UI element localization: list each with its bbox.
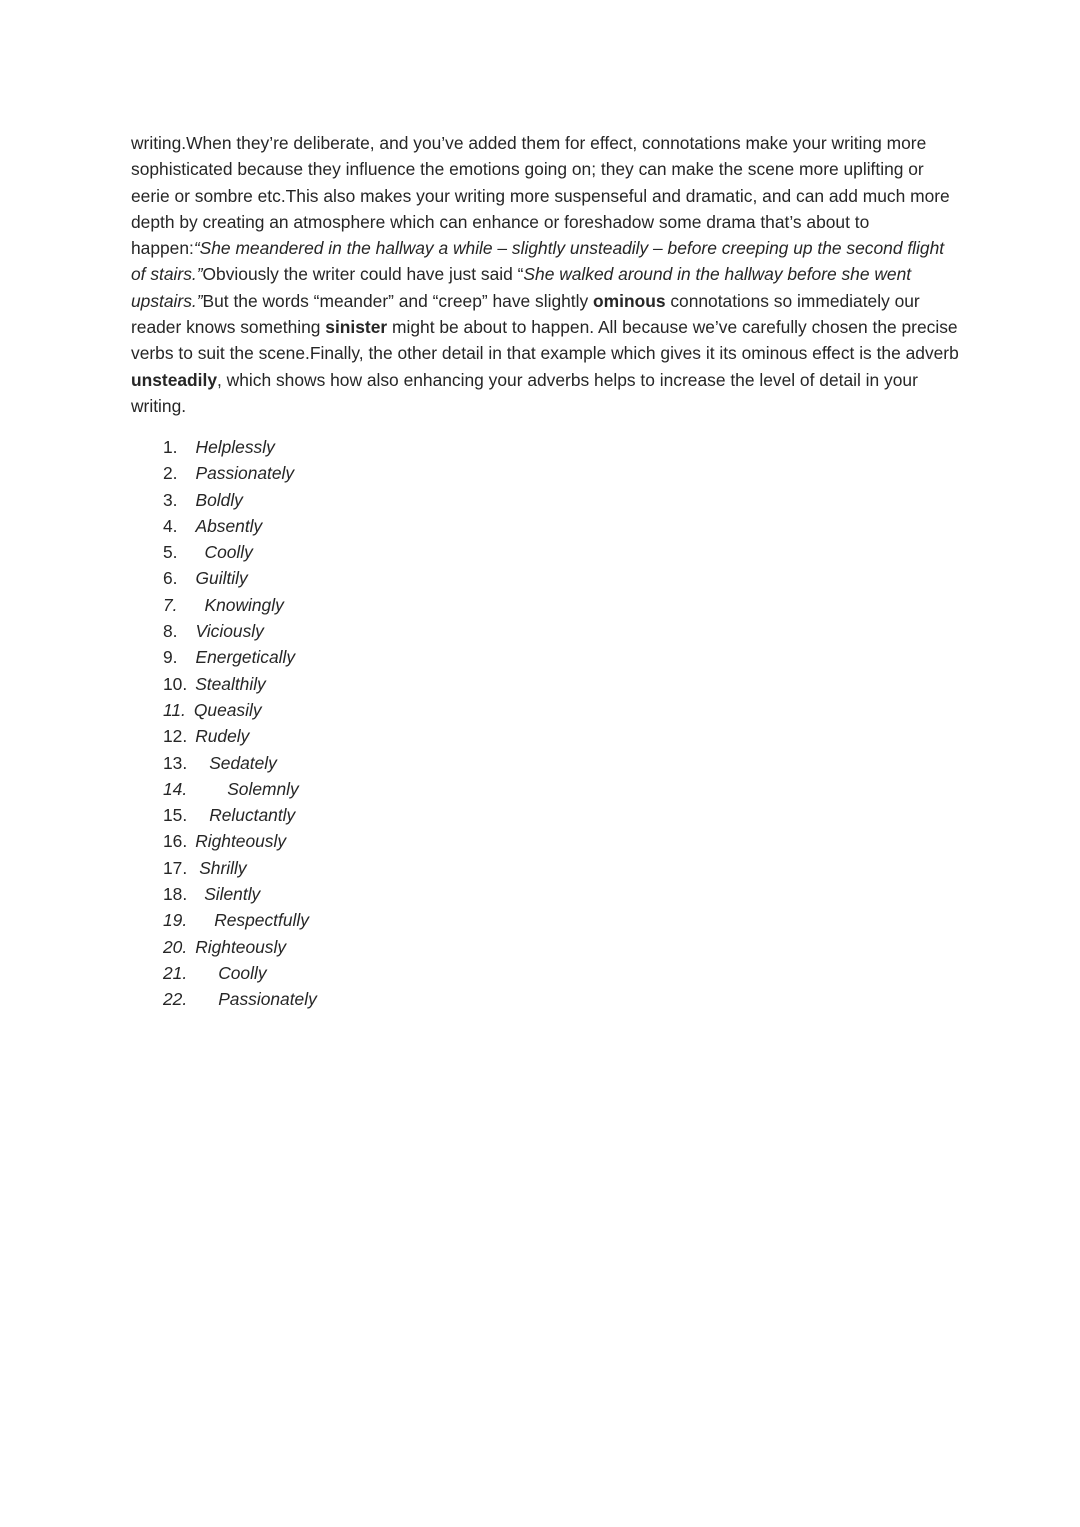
- list-item-adverb: Passionately: [218, 989, 317, 1010]
- list-item-number: 21.: [163, 962, 188, 983]
- text-segment: Obviously the writer could have just said “: [202, 264, 524, 285]
- list-item: [163, 460, 317, 486]
- list-item-number: 20.: [163, 936, 188, 957]
- list-item-adverb: Passionately: [195, 463, 295, 484]
- list-item-adverb: Silently: [204, 884, 261, 905]
- list-item-adverb: Righteously: [195, 936, 287, 957]
- list-item-number: 3.: [163, 489, 178, 510]
- list-item-number: 2.: [163, 463, 178, 484]
- list-item-adverb: Helplessly: [195, 437, 275, 457]
- list-item-number: 11.: [163, 699, 186, 720]
- list-item-adverb: Viciously: [195, 621, 264, 642]
- list-item-adverb: Queasily: [193, 699, 262, 720]
- list-item-number: 14.: [163, 778, 188, 799]
- list-item: [163, 539, 317, 565]
- list-item-adverb: Solemnly: [227, 778, 299, 799]
- list-item-adverb: Absently: [195, 515, 263, 536]
- list-item-number: 15.: [163, 805, 188, 826]
- list-item: [163, 802, 317, 828]
- list-item-number: 9.: [163, 647, 178, 668]
- body-paragraph: [131, 130, 961, 419]
- list-item-adverb: Boldly: [195, 489, 243, 510]
- list-item-number: 8.: [163, 621, 178, 642]
- text-segment: , which shows how also enhancing your adverbs helps to increase the level of detail in your writing.: [131, 369, 918, 416]
- list-item-adverb: Energetically: [195, 647, 296, 668]
- list-item: [163, 592, 317, 618]
- text-segment: connotations so immediately our reader knows something: [131, 290, 920, 338]
- text-segment: writing.When they’re deliberate, and you’ve added them for effect, connotations make your writing more sophisticated because they influence the emotions going on; they can make the scene more uplifting or eerie or sombre etc.This also makes your writing more suspenseful and dramatic, and can add much more depth by creating an atmosphere which can enhance or foreshadow some drama that’s about to happen:: [131, 133, 950, 259]
- list-item-adverb: Guiltily: [195, 568, 248, 589]
- list-item-adverb: Righteously: [195, 831, 287, 852]
- list-item: [163, 723, 317, 749]
- text-segment: But the words “meander” and “creep” have slightly: [202, 290, 594, 311]
- list-item-number: 13.: [163, 752, 188, 773]
- list-item: [163, 986, 317, 1012]
- list-item: [163, 907, 317, 933]
- list-item: [163, 776, 317, 802]
- list-item: [163, 671, 317, 697]
- list-item: [163, 881, 317, 907]
- list-item: [163, 513, 317, 539]
- list-item-number: 17.: [163, 857, 188, 878]
- list-item-adverb: Shrilly: [199, 857, 247, 878]
- list-item: [163, 434, 317, 460]
- list-item-number: 6.: [163, 568, 178, 589]
- list-item-adverb: Sedately: [209, 752, 277, 773]
- example-quote: “She meandered in the hallway a while – slightly unsteadily – before creeping up the second flight of stairs.”: [131, 238, 945, 285]
- list-item: [163, 487, 317, 513]
- list-item: [163, 828, 317, 854]
- list-item-adverb: Coolly: [204, 542, 253, 563]
- alternative-quote: She walked around in the hallway before she went upstairs.”: [131, 264, 912, 311]
- list-item-number: 12.: [163, 726, 188, 747]
- list-item: [163, 644, 317, 670]
- list-item-adverb: Coolly: [218, 962, 267, 983]
- list-item: [163, 750, 317, 776]
- list-item: [163, 960, 317, 986]
- bold-term-unsteadily: unsteadily: [131, 369, 218, 390]
- list-item-number: 18.: [163, 884, 188, 905]
- list-item-adverb: Respectfully: [214, 910, 309, 931]
- list-item: [163, 565, 317, 591]
- adverb-list: [163, 434, 317, 1013]
- list-item-adverb: Reluctantly: [209, 805, 296, 826]
- list-item-number: 7.: [163, 594, 178, 615]
- list-item: [163, 697, 317, 723]
- list-item-number: 22.: [163, 989, 188, 1010]
- list-item: [163, 855, 317, 881]
- list-item-adverb: Knowingly: [204, 594, 284, 615]
- list-item-number: 19.: [163, 910, 188, 931]
- list-item-number: 16.: [163, 831, 188, 852]
- bold-term-sinister: sinister: [325, 317, 388, 338]
- list-item-number: 10.: [163, 673, 188, 694]
- list-item-number: 1.: [163, 437, 178, 457]
- list-item-number: 4.: [163, 515, 178, 536]
- list-item: [163, 618, 317, 644]
- list-item-adverb: Rudely: [195, 726, 250, 747]
- list-item: [163, 934, 317, 960]
- text-segment: might be about to happen. All because we’ve carefully chosen the precise verbs to suit the scene.Finally, the other detail in that example which gives it its ominous effect is the adverb: [131, 317, 959, 364]
- list-item-adverb: Stealthily: [195, 673, 266, 694]
- bold-term-ominous: ominous: [593, 290, 666, 311]
- list-item-number: 5.: [163, 542, 178, 563]
